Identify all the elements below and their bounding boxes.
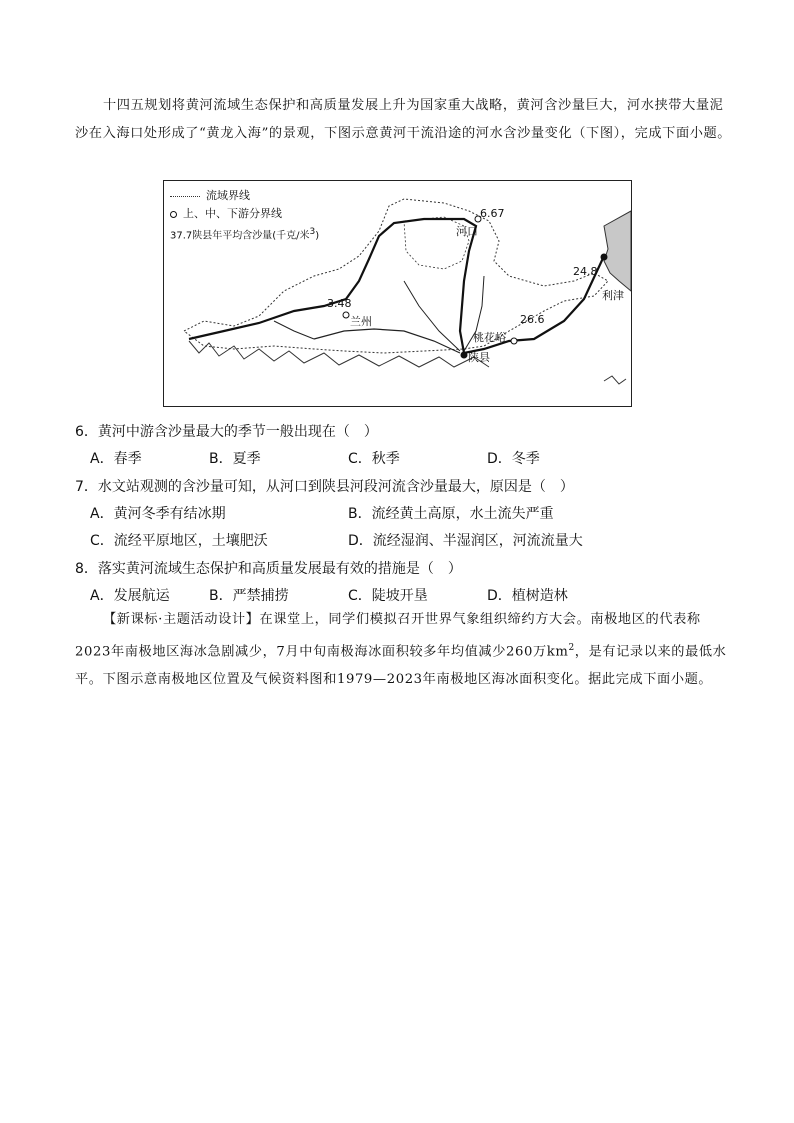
antarctic-intro-paragraph — [75, 606, 735, 694]
question-8-option-a[interactable]: A．发展航运 — [90, 588, 170, 604]
wei-river — [314, 329, 460, 353]
taohuayu-value: 26.6 — [520, 313, 545, 326]
legend-sample-value: 37.7 — [170, 230, 193, 242]
map-legend — [170, 187, 330, 245]
legend-division-label: 上、中、下游分界线 — [183, 207, 282, 220]
legend-division — [170, 205, 330, 223]
lijin-marker — [601, 254, 608, 261]
question-7-option-d[interactable]: D．流经湿润、半湿润区，河流流量大 — [348, 533, 583, 549]
lijin-label: 利津 — [602, 289, 624, 302]
question-8-option-c[interactable]: C．陡坡开垦 — [348, 588, 428, 604]
question-7-option-b[interactable]: B．流经黄土高原，水土流失严重 — [348, 506, 554, 522]
lanzhou-value: 3.48 — [327, 297, 352, 310]
antarctic-intro-sup: 2 — [568, 643, 575, 653]
yellow-river-map — [163, 180, 632, 407]
hekou-value: 6.67 — [480, 207, 505, 220]
coastline-detail — [604, 376, 626, 384]
question-6-stem: 6．黄河中游含沙量最大的季节一般出现在（ ） — [75, 424, 378, 440]
antarctic-intro-part2: ，是有记录以来的最低水平。下图示意南极地区位置及气候资料图和1979—2023年南极地区海冰面积变化。据此完成下面小题。 — [75, 644, 727, 688]
hekou-label: 河口 — [456, 225, 478, 238]
dotted-line-icon — [170, 196, 200, 197]
taohuayu-marker — [511, 338, 517, 344]
lanzhou-label: 兰州 — [350, 315, 372, 328]
question-6-option-d[interactable]: D．冬季 — [487, 451, 540, 467]
shanxian-label: 陕县 — [468, 351, 490, 364]
question-6-option-c[interactable]: C．秋季 — [348, 451, 400, 467]
question-7-stem: 7．水文站观测的含沙量可知，从河口到陕县河段河流含沙量最大，原因是（ ） — [75, 479, 574, 495]
question-8-option-d[interactable]: D．植树造林 — [487, 588, 568, 604]
tributary-3 — [274, 321, 314, 339]
legend-boundary — [170, 187, 330, 205]
open-circle-icon — [170, 211, 177, 218]
intro-paragraph: 十四五规划将黄河流域生态保护和高质量发展上升为国家重大战略，黄河含沙量巨大，河水挟带大量泥沙在入海口处形成了“黄龙入海”的景观，下图示意黄河干流沿途的河水含沙量变化（下图），完成下面小题。 — [75, 98, 732, 141]
question-7-option-c[interactable]: C．流经平原地区，土壤肥沃 — [90, 533, 268, 549]
question-7-option-a[interactable]: A．黄河冬季有结冰期 — [90, 506, 226, 522]
mountain-ranges — [189, 341, 489, 367]
lijin-value: 24.8 — [573, 265, 598, 278]
legend-sample-sup: 3 — [309, 227, 316, 237]
shanxian-marker — [461, 352, 468, 359]
legend-sample-close: ) — [315, 230, 320, 242]
question-6-option-a[interactable]: A．春季 — [90, 451, 142, 467]
question-6-option-b[interactable]: B．夏季 — [209, 451, 261, 467]
taohuayu-label: 桃花峪 — [473, 331, 506, 344]
antarctic-intro-part1: 【新课标·主题活动设计】在课堂上，同学们模拟召开世界气象组织缔约方大会。南极地区的代表称2023年南极地区海冰急剧减少，7月中旬南极海冰面积较多年均值减少260万km — [75, 612, 701, 660]
legend-sample — [170, 223, 330, 245]
lanzhou-marker — [343, 312, 349, 318]
legend-sample-text: 陕县年平均含沙量(千克/米 — [192, 230, 310, 242]
bohai-sea — [604, 211, 631, 291]
question-8-stem: 8．落实黄河流域生态保护和高质量发展最有效的措施是（ ） — [75, 561, 462, 577]
legend-boundary-label: 流域界线 — [206, 189, 250, 202]
question-8-option-b[interactable]: B．严禁捕捞 — [209, 588, 289, 604]
